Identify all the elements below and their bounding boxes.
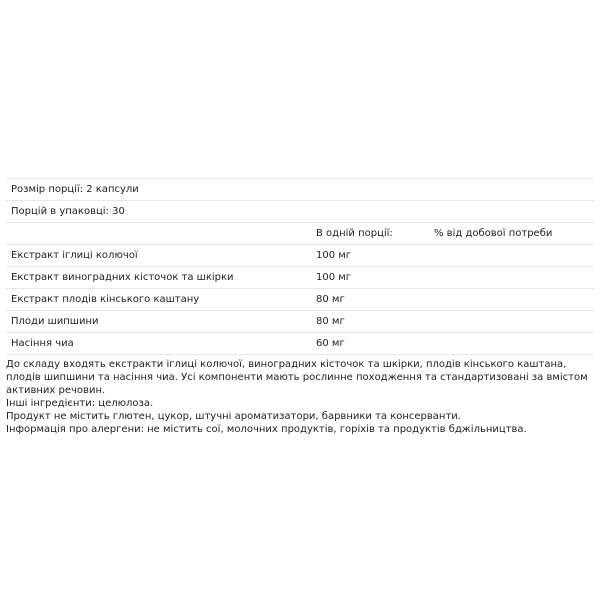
ingredient-name: Екстракт іглиці колючої [11,250,138,261]
header-amount-per-serving: В одній порції: [316,228,393,239]
table-row [6,267,594,289]
ingredient-name: Плоди шипшини [11,316,99,327]
other-ingredients-note: Інші інгредієнти: целюлоза. [6,398,154,409]
supplement-facts-table [6,178,594,355]
table-row [6,311,594,333]
ingredient-name: Екстракт плодів кінського каштану [11,294,200,305]
table-header-row [6,223,594,245]
table-row [6,289,594,311]
allergens-note: Інформація про алергени: не містить сої, молочних продуктів, горіхів та продуктів бджільництва. [6,424,527,435]
serving-size-text: Розмір порції: 2 капсули [11,184,139,195]
composition-note: До складу входять екстракти іглиці колючої, виноградних кісточок та шкірки, плодів кінського каштана, плодів шипшини та насіння чиа. Усі компоненти мають рослинне походження та стандартизовані за вмістом активних речовин. [6,359,588,396]
servings-per-container-text: Порцій в упаковці: 30 [11,206,125,217]
table-row [6,333,594,355]
serving-size-row [6,179,594,201]
table-row [6,245,594,267]
ingredient-amount: 80 мг [316,316,345,327]
free-from-note: Продукт не містить глютен, цукор, штучні ароматизатори, барвники та консерванти. [6,411,461,422]
product-notes [6,358,594,436]
ingredient-amount: 100 мг [316,250,352,261]
ingredient-amount: 60 мг [316,338,345,349]
ingredient-name: Насіння чиа [11,338,74,349]
header-daily-value: % від добової потреби [434,228,553,239]
ingredient-name: Екстракт виноградних кісточок та шкірки [11,272,234,283]
ingredient-amount: 100 мг [316,272,352,283]
servings-per-container-row [6,201,594,223]
ingredient-amount: 80 мг [316,294,345,305]
